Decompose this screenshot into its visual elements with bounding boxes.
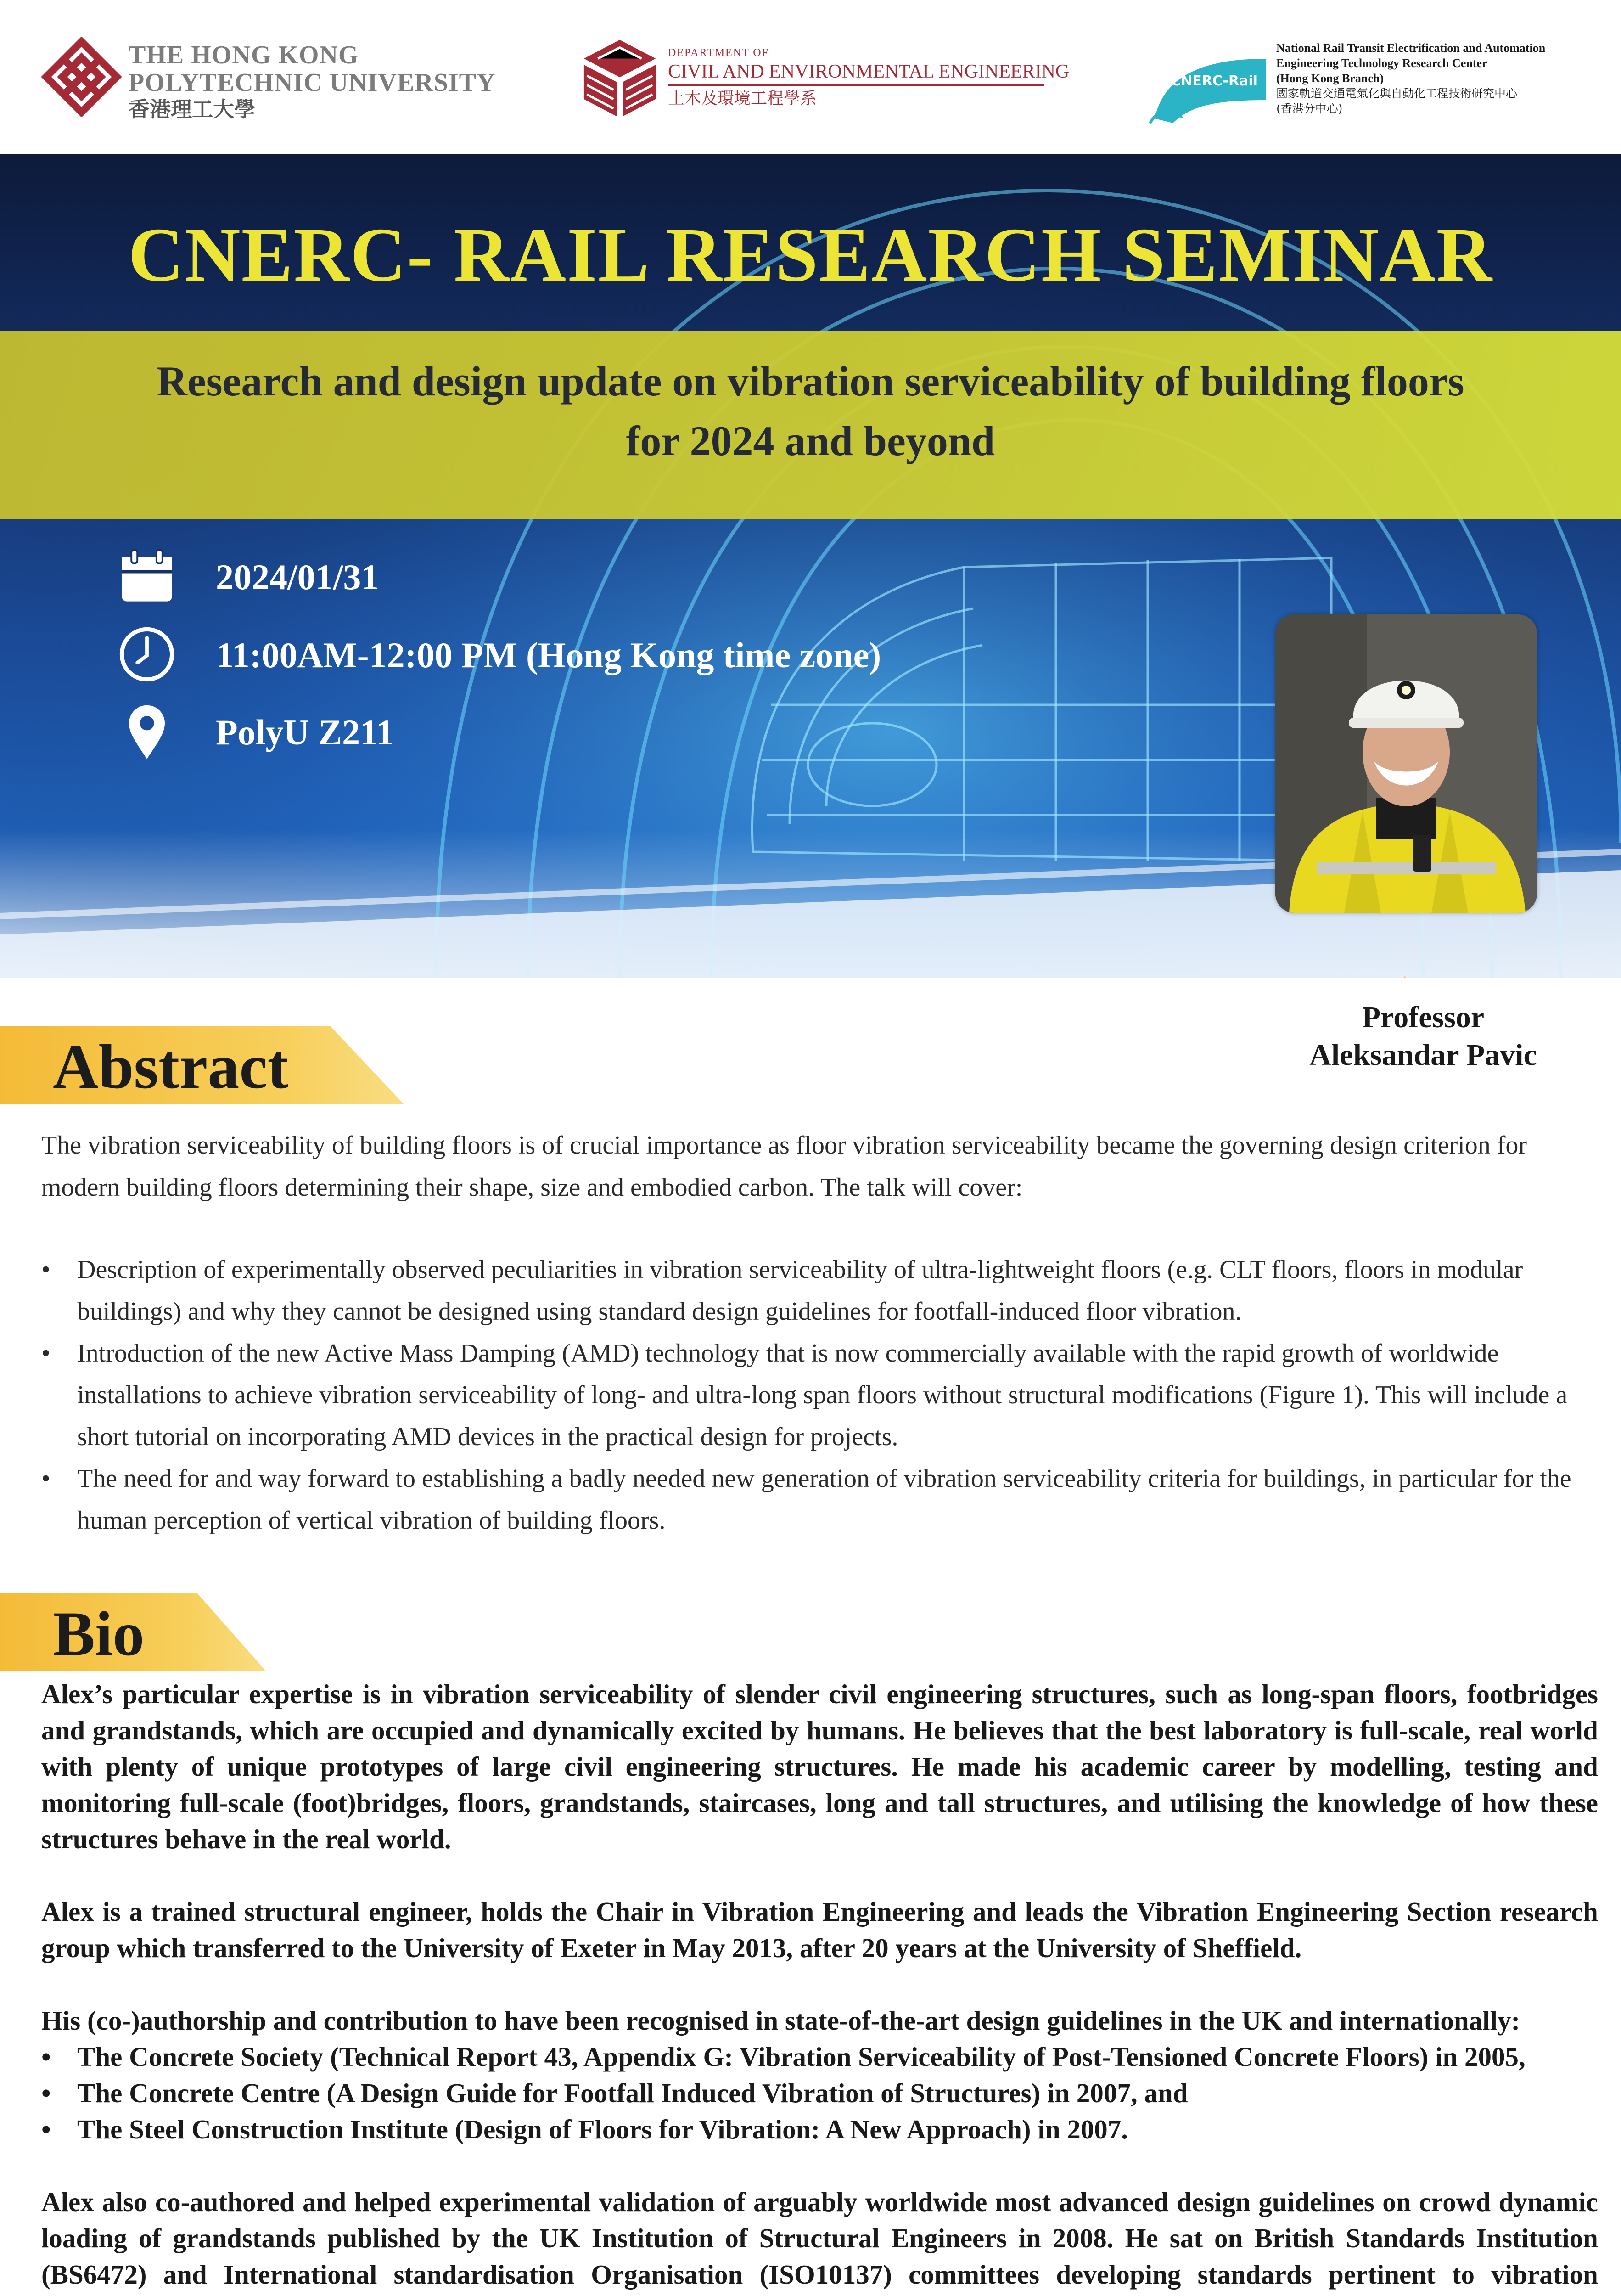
seminar-banner [0,154,1621,978]
cee-dept-chinese: 土木及環境工程學系 [668,89,817,108]
talk-title [46,351,1575,471]
cnerc-badge: CNERC-Rail [1171,73,1258,89]
cnerc-rail-emblem-icon [1145,50,1269,128]
location-pin-icon [117,702,177,761]
bio-heading-tab [0,1593,275,1671]
cee-dept-of: DEPARTMENT OF [668,47,769,59]
seminar-time: 11:00AM-12:00 PM (Hong Kong time zone) [216,635,881,675]
polyu-emblem-icon [41,37,122,117]
bio-paragraph-1: Alex’s particular expertise is in vibration serviceability of slender civil engineering structures, such as long-span floors, footbridges and grandstands, which are occupied and dynamically excited by humans. He believes that the best laboratory is full-scale, real world with plenty of unique prototypes of large civil engineering structures. He made his academic career by modelling, testing and monitoring full-scale (foot)bridges, floors, grandstands, staircases, long and tall structures, and utilising the knowledge of how these structures behave in the real world. [41,1679,1598,1854]
bio-guideline-item: • The Concrete Society (Technical Report 43, Appendix G: Vibration Serviceability of Post-Tensioned Concrete Floors) in 2005, [41,2039,1598,2075]
abstract-bullet: • Description of experimentally observed peculiarities in vibration serviceability of ultra-lightweight floors (e.g. CLT floors, floors in modular buildings) and why they cannot be designed using standard design guidelines for footfall-induced floor vibration. [41,1249,1593,1333]
bio-paragraph-4: Alex also co-authored and helped experimental validation of arguably worldwide most advanced design guidelines on crowd dynamic loading of grandstands published by the UK Institution of Structural Engineers in 2008. He sat on British Standards Institution (BS6472) and International standardisation Organisation (ISO10137) committees developing standards pertinent to vibration [41,2187,1598,2290]
calendar-icon [117,546,177,606]
bio-text [41,1676,1598,2296]
polyu-name-chinese: 香港理工大學 [129,97,255,122]
clock-icon [117,625,177,684]
cee-emblem-icon [581,37,659,119]
speaker-photo [1275,614,1537,913]
bio-guidelines-list [41,2039,1598,2148]
talk-title-line1: Research and design update on vibration serviceability of building floors [157,358,1464,405]
subtitle-band [0,331,1621,519]
polyu-logo [41,37,496,129]
bio-guideline-item: • The Concrete Centre (A Design Guide for Footfall Induced Vibration of Structures) in 2007, and [41,2075,1598,2111]
abstract-heading: Abstract [53,1031,289,1102]
bio-paragraph-3: His (co-)authorship and contribution to have been recognised in state-of-the-art design guidelines in the UK and internationally: [41,2005,1520,2036]
talk-title-line2: for 2024 and beyond [626,417,995,464]
abstract-bullets [41,1249,1593,1542]
polyu-name-line2: POLYTECHNIC UNIVERSITY [129,68,496,97]
cnerc-line-2: Engineering Technology Research Center [1276,56,1487,70]
cee-dept-name: CIVIL AND ENVIRONMENTAL ENGINEERING [668,61,1070,82]
cnerc-line-4: 國家軌道交通電氣化與自動化工程技術研究中心 [1276,87,1518,100]
seminar-date: 2024/01/31 [216,557,379,597]
bio-guideline-item: • The Steel Construction Institute (Design of Floors for Vibration: A New Approach) in 2007. [41,2111,1598,2148]
abstract-intro: The vibration serviceability of building floors is of crucial importance as floor vibration serviceability became the governing design criterion for modern building floors determining their shape, size and embodied carbon. The talk will cover: [41,1131,1527,1202]
seminar-title: CNERC- RAIL RESEARCH SEMINAR [128,212,1493,298]
bio-paragraph-2: Alex is a trained structural engineer, holds the Chair in Vibration Engineering and leads the Vibration Engineering Section research group which transferred to the University of Exeter in May 2013, after 20 years at the University of Sheffield. [41,1896,1598,1963]
speaker-portrait [1275,614,1537,913]
cnerc-badge-sub: HK [1165,108,1184,122]
abstract-heading-tab [0,1026,413,1104]
seminar-venue: PolyU Z211 [216,712,394,752]
abstract-bullet: • The need for and way forward to establishing a badly needed new generation of vibration serviceability criteria for buildings, in particular for the human perception of vertical vibration of building floors. [41,1458,1593,1542]
cnerc-line-3: (Hong Kong Branch) [1276,72,1384,85]
abstract-bullet: • Introduction of the new Active Mass Damping (AMD) technology that is now commercially available with the rapid growth of worldwide installations to achieve vibration serviceability of long- and ultra-long span floors without structural modifications (Figure 1). This will include a short tutorial on incorporating AMD devices in the practical design for projects. [41,1333,1593,1458]
speaker-pointer [1392,976,1418,978]
polyu-name-line1: THE HONG KONG [129,41,359,69]
logo-header [0,0,1621,154]
cnerc-line-5: (香港分中心) [1276,102,1343,115]
speaker-name: Aleksandar Pavic [1309,1038,1537,1072]
cnerc-rail-logo [1145,40,1609,137]
cee-logo [581,37,1070,129]
bio-heading: Bio [53,1598,145,1669]
speaker-title: Professor [1362,1001,1485,1034]
speaker-caption [1272,999,1575,1074]
cnerc-line-1: National Rail Transit Electrification and Automation [1276,41,1546,55]
